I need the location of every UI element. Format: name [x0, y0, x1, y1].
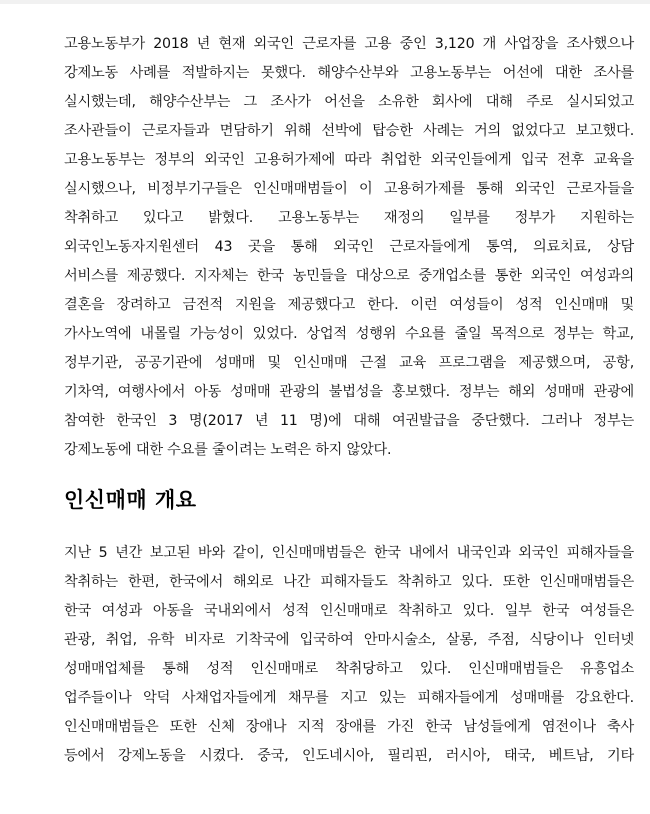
text-line: 강제노동 사례를 적발하지는 못했다. 해양수산부와 고용노동부는 어선에 대한 조사를 — [64, 65, 634, 81]
text-line: 업주들이나 악덕 사채업자들에게 채무를 지고 있는 피해자들에게 성매매를 강요한다. — [64, 690, 634, 706]
text-line: 결혼을 장려하고 금전적 지원을 제공했다고 한다. 이런 여성들이 성적 인신매매 및 — [64, 297, 634, 313]
text-line: 실시했으나, 비정부기구들은 인신매매범들이 이 고용허가제를 통해 외국인 근로자들을 — [64, 181, 634, 197]
text-line: 외국인노동자지원센터 43 곳을 통해 외국인 근로자들에게 통역, 의료치료, 상담 — [64, 239, 634, 255]
text-line: 지난 5 년간 보고된 바와 같이, 인신매매범들은 한국 내에서 내국인과 외국인 피해자들을 — [64, 545, 634, 561]
text-line: 정부기관, 공공기관에 성매매 및 인신매매 근절 교육 프로그램을 제공했으며, 공항, — [64, 355, 634, 371]
text-line: 관광, 취업, 유학 비자로 기착국에 입국하여 안마시술소, 살롱, 주점, 식당이나 인터넷 — [64, 632, 634, 648]
text-line: 고용노동부가 2018 년 현재 외국인 근로자를 고용 중인 3,120 개 사업장을 조사했으나 — [64, 36, 634, 52]
text-line: 참여한 한국인 3 명(2017 년 11 명)에 대해 여권발급을 중단했다. 그러나 정부는 — [64, 413, 634, 429]
paragraph-trafficking-profile — [64, 539, 634, 771]
text-line: 서비스를 제공했다. 지자체는 한국 농민들을 대상으로 중개업소를 통한 외국인 여성과의 — [64, 268, 634, 284]
text-line: 강제노동에 대한 수요를 줄이려는 노력은 하지 않았다. — [64, 442, 392, 458]
text-line: 실시했는데, 해양수산부는 그 조사가 어선을 소유한 회사에 대해 주로 실시되었고 — [64, 94, 634, 110]
text-line: 조사관들이 근로자들과 면담하기 위해 선박에 탑승한 사례는 거의 없었다고 보고했다. — [64, 123, 634, 139]
text-line: 기차역, 여행사에서 아동 성매매 관광의 불법성을 홍보했다. 정부는 해외 성매매 관광에 — [64, 384, 634, 400]
text-line: 한국 여성과 아동을 국내외에서 성적 인신매매로 착취하고 있다. 일부 한국 여성들은 — [64, 603, 634, 619]
page-top-edge — [0, 0, 650, 4]
document-page — [64, 30, 634, 764]
text-line: 인신매매범들은 또한 신체 장애나 지적 장애를 가진 한국 남성들에게 염전이나 축사 — [64, 719, 634, 735]
paragraph-forced-labor-prevention — [64, 30, 634, 465]
text-line: 고용노동부는 정부의 외국인 고용허가제에 따라 취업한 외국인들에게 입국 전후 교육을 — [64, 152, 634, 168]
text-line: 착취하고 있다고 밝혔다. 고용노동부는 재정의 일부를 정부가 지원하는 — [64, 210, 634, 226]
text-line: 착취하는 한편, 한국에서 해외로 나간 피해자들도 착취하고 있다. 또한 인신매매범들은 — [64, 574, 634, 590]
section-heading: 인신매매 개요 — [64, 488, 197, 512]
text-line: 가사노역에 내몰릴 가능성이 있었다. 상업적 성행위 수요를 줄일 목적으로 정부는 학교, — [64, 326, 634, 342]
text-line: 성매매업체를 통해 성적 인신매매로 착취당하고 있다. 인신매매범들은 유흥업소 — [64, 661, 634, 677]
text-line: 등에서 강제노동을 시켰다. 중국, 인도네시아, 필리핀, 러시아, 태국, 베트남, 기타 — [64, 748, 634, 764]
